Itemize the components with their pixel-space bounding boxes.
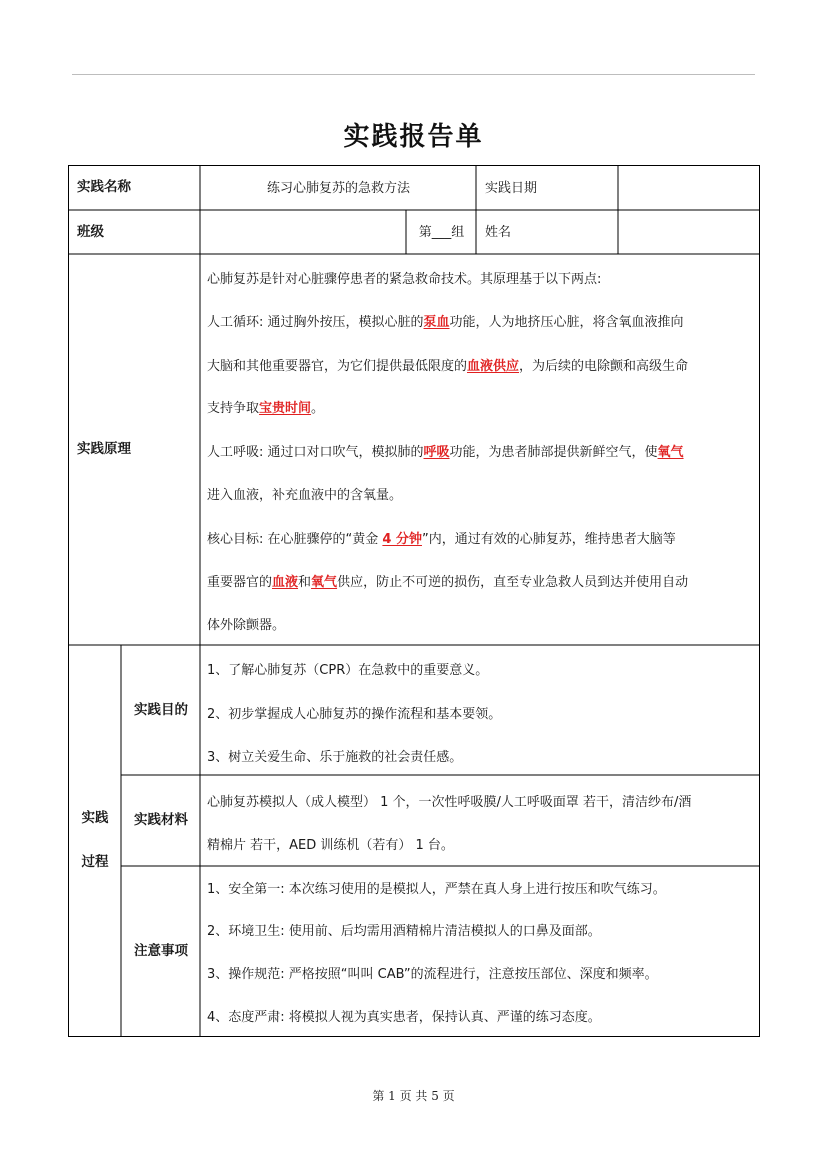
principle-text-segment: 心肺复苏是针对心脏骤停患者的紧急救命技术。其原理基于以下两点: — [207, 272, 602, 287]
page-title: 实践报告单 — [343, 122, 484, 152]
practice-date-field[interactable] — [619, 166, 759, 210]
process-label-line-1: 实践 — [81, 810, 109, 826]
student-name-field[interactable] — [619, 211, 759, 254]
principle-text-segment: 和 — [298, 575, 312, 590]
practice-name-label: 实践名称 — [77, 179, 131, 196]
principle-text-segment: 供应，防止不可逆的损伤，直至专业急救人员到达并使用自动 — [337, 575, 689, 590]
page-footer: 第 1 页 共 5 页 — [372, 1089, 455, 1103]
principle-line — [207, 484, 755, 503]
header-rule — [72, 74, 755, 75]
principle-text-segment: 功能，为患者肺部提供新鲜空气，使 — [449, 445, 658, 460]
group-number-field[interactable]: 第___组 — [418, 225, 465, 240]
highlighted-keyword: 血液 — [272, 575, 299, 590]
principle-line — [207, 397, 755, 416]
highlighted-keyword: 4 分钟 — [382, 532, 422, 547]
principle-line — [207, 311, 755, 330]
principle-text-segment: 大脑和其他重要器官，为它们提供最低限度的 — [207, 359, 468, 374]
principle-line — [207, 268, 755, 287]
purpose-item: 3、树立关爱生命、乐于施救的社会责任感。 — [207, 750, 463, 765]
highlighted-keyword: 氧气 — [311, 575, 338, 590]
principle-text-segment: 。 — [311, 401, 325, 416]
purpose-item: 1、了解心肺复苏（CPR）在急救中的重要意义。 — [207, 663, 489, 678]
principle-line — [207, 528, 755, 547]
principle-line — [207, 355, 755, 374]
notes-item: 2、环境卫生: 使用前、后均需用酒精棉片清洁模拟人的口鼻及面部。 — [207, 924, 601, 939]
purpose-item: 2、初步掌握成人心肺复苏的操作流程和基本要领。 — [207, 707, 502, 722]
highlighted-keyword: 氧气 — [657, 445, 684, 460]
process-label-line-2: 过程 — [81, 854, 109, 870]
materials-label: 实践材料 — [134, 812, 188, 829]
notes-item: 1、安全第一: 本次练习使用的是模拟人，严禁在真人身上进行按压和吹气练习。 — [207, 882, 666, 897]
principle-text-segment: 进入血液，补充血液中的含氧量。 — [207, 488, 403, 503]
practice-date-label: 实践日期 — [485, 180, 538, 196]
notes-label: 注意事项 — [134, 943, 188, 960]
notes-item: 3、操作规范: 严格按照“叫叫 CAB”的流程进行，注意按压部位、深度和频率。 — [207, 967, 658, 982]
principle-text-segment: 人工呼吸: 通过口对口吹气，模拟肺的 — [207, 445, 424, 460]
principle-label: 实践原理 — [77, 441, 131, 458]
practice-name-value[interactable]: 练习心肺复苏的急救方法 — [266, 180, 410, 196]
principle-line — [207, 614, 755, 633]
highlighted-keyword: 泵血 — [423, 315, 450, 330]
principle-text-segment: 体外除颤器。 — [207, 618, 286, 633]
principle-text-segment: 支持争取 — [207, 401, 260, 416]
principle-text-segment: ”内，通过有效的心肺复苏，维持患者大脑等 — [421, 532, 676, 547]
class-label: 班级 — [77, 223, 104, 240]
highlighted-keyword: 血液供应 — [467, 359, 520, 374]
materials-line: 心肺复苏模拟人（成人模型） 1 个，一次性呼吸膜/人工呼吸面罩 若干，清洁纱布/酒 — [207, 795, 692, 810]
principle-text-segment: 核心目标: 在心脏骤停的“黄金 — [207, 532, 383, 547]
principle-text-segment: ，为后续的电除颤和高级生命 — [519, 359, 689, 374]
highlighted-keyword: 宝贵时间 — [259, 401, 312, 416]
materials-line: 精棉片 若干，AED 训练机（若有） 1 台。 — [207, 838, 454, 853]
highlighted-keyword: 呼吸 — [423, 445, 450, 460]
process-label — [69, 646, 121, 1037]
notes-item: 4、态度严肃: 将模拟人视为真实患者，保持认真、严谨的练习态度。 — [207, 1010, 601, 1025]
student-name-label: 姓名 — [485, 225, 512, 240]
principle-text-segment: 重要器官的 — [207, 575, 273, 590]
principle-text-segment: 人工循环: 通过胸外按压，模拟心脏的 — [207, 315, 424, 330]
principle-text-segment: 功能，人为地挤压心脏，将含氧血液推向 — [449, 315, 684, 330]
class-field[interactable] — [201, 211, 406, 254]
principle-line — [207, 441, 755, 460]
purpose-label: 实践目的 — [134, 701, 188, 718]
principle-line — [207, 571, 755, 590]
